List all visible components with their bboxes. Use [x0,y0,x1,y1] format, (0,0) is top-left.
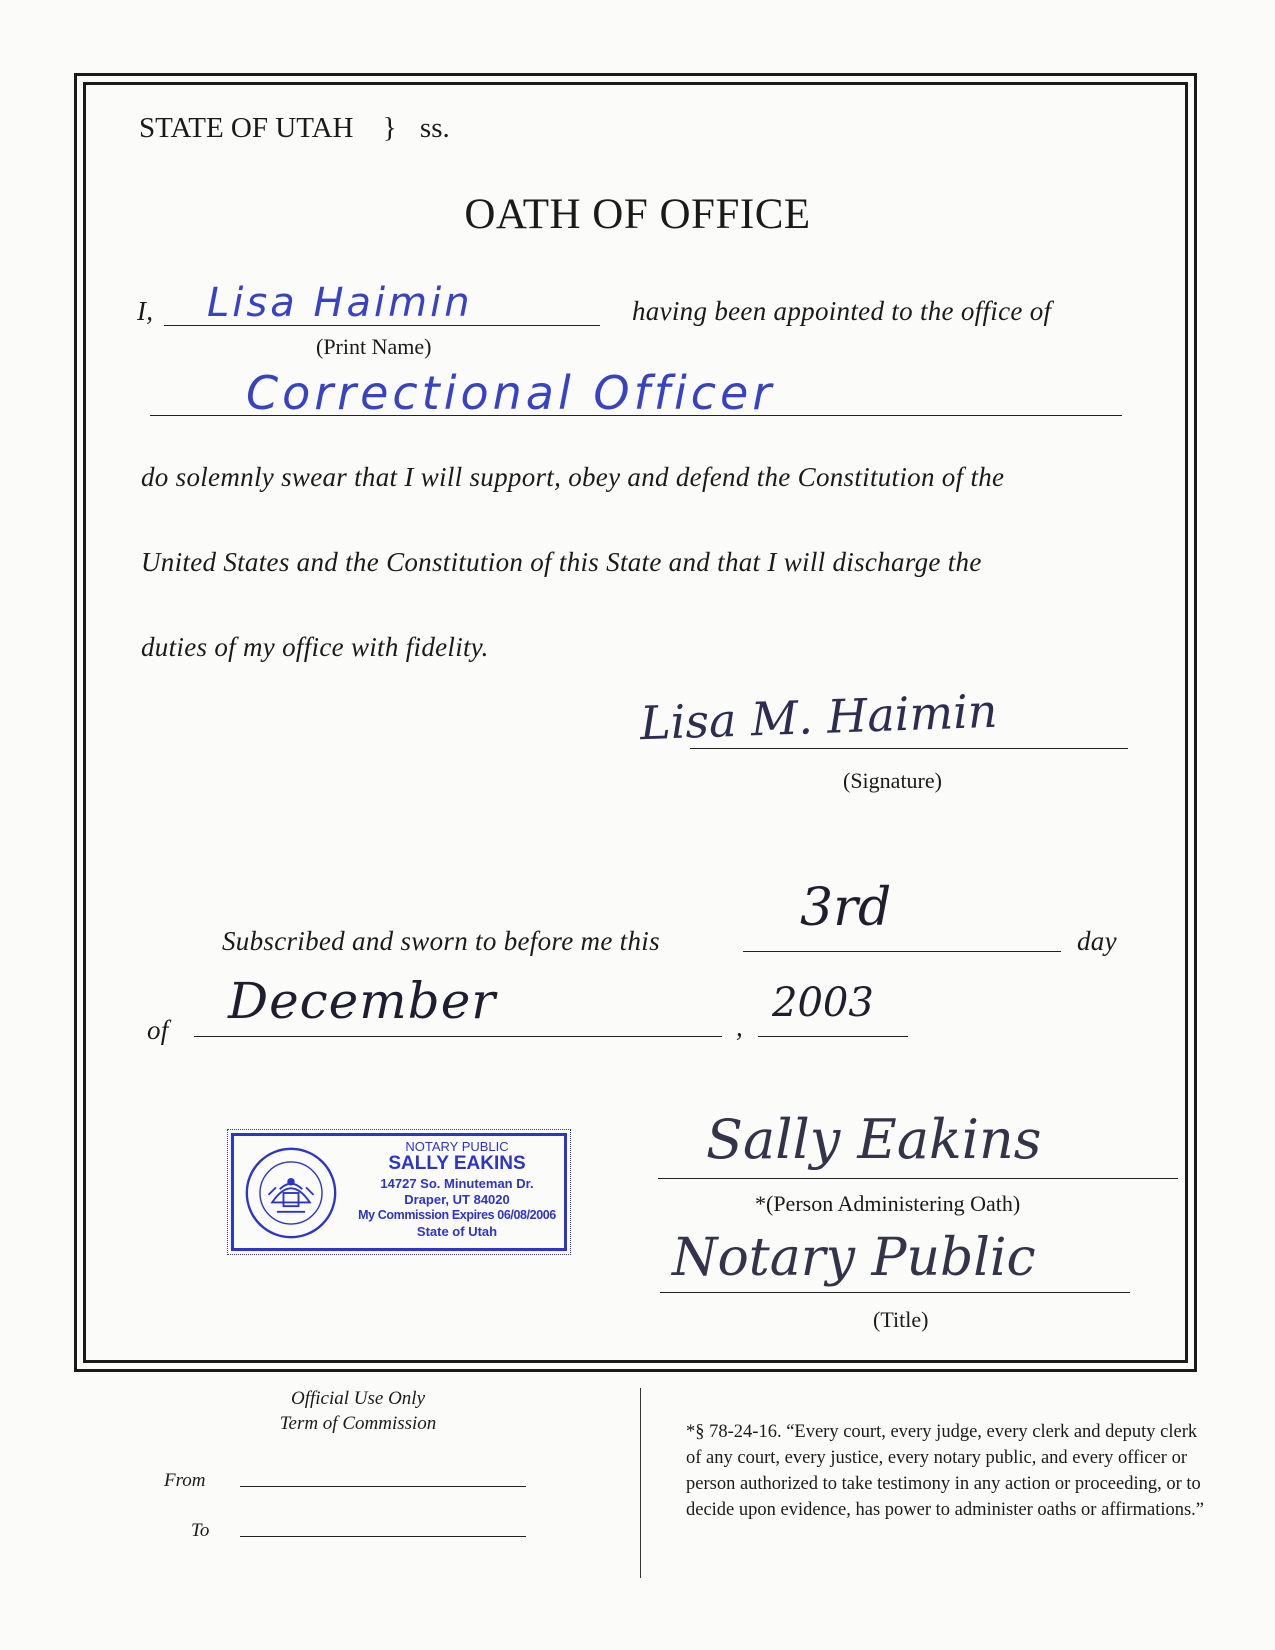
stamp-notary-name: SALLY EAKINS [388,1153,526,1174]
administering-signature: Sally Eakins [706,1108,1042,1171]
month-year-comma: , [736,1012,744,1042]
signature-rule [690,748,1128,749]
administering-caption: *(Person Administering Oath) [755,1191,1021,1216]
stamp-commission-expiry: My Commission Expires 06/08/2006 [358,1208,556,1222]
official-use-label: Official Use Only [290,1388,426,1409]
office-field: Correctional Officer [246,366,776,420]
state-header [139,112,450,145]
title-caption: (Title) [873,1307,929,1332]
month-field: December [228,972,497,1030]
day-field: 3rd [800,878,892,938]
to-rule [240,1536,526,1537]
statute-footnote: *§ 78-24-16. “Every court, every judge, every clerk and deputy clerk of any court, every justice, every notary public, and every officer or person authorized to take testimony in any action or proceeding, or to decide upon evidence, has power to administer oaths or affirmations.” [686,1422,1205,1520]
year-rule [758,1036,908,1037]
notary-stamp [231,1133,567,1251]
day-rule [743,951,1061,952]
ss-label: ss. [419,112,450,144]
oath-body-line3: duties of my office with fidelity. [141,632,489,662]
administering-signature-rule [658,1178,1178,1179]
of-label: of [147,1015,169,1045]
year-field: 2003 [772,980,874,1026]
title-rule [660,1292,1130,1293]
day-label: day [1077,926,1117,956]
state-seal-icon [244,1146,338,1240]
stamp-state: State of Utah [416,1224,498,1239]
stamp-street-address: 14727 So. Minuteman Dr. [380,1176,534,1191]
title-field: Notary Public [672,1228,1036,1288]
signature-caption: (Signature) [843,768,942,793]
print-name-caption: (Print Name) [316,334,432,359]
document-title: OATH OF OFFICE [464,191,811,238]
state-label: STATE OF UTAH [139,112,354,144]
i-prefix: I, [137,296,154,326]
footer-divider [640,1388,641,1578]
oath-body-line2: United States and the Constitution of this State and that I will discharge the [141,547,982,577]
oath-body-line1: do solemnly swear that I will support, obey and defend the Constitution of the [141,462,1005,492]
stamp-city-state-zip: Draper, UT 84020 [404,1192,510,1207]
from-label: From [164,1470,206,1491]
stamp-notary-public: NOTARY PUBLIC [405,1139,509,1154]
subscribed-text: Subscribed and sworn to before me this [222,926,660,956]
appointed-text: having been appointed to the office of [632,296,1052,326]
to-label: To [191,1520,210,1541]
from-rule [240,1486,526,1487]
brace-symbol: } [382,112,397,144]
official-use-block [218,1386,498,1436]
printed-name-field: Lisa Haimin [207,280,473,326]
term-of-commission-label: Term of Commission [279,1413,437,1434]
month-rule [194,1036,722,1037]
oath-taker-signature: Lisa M. Haimin [639,683,999,751]
